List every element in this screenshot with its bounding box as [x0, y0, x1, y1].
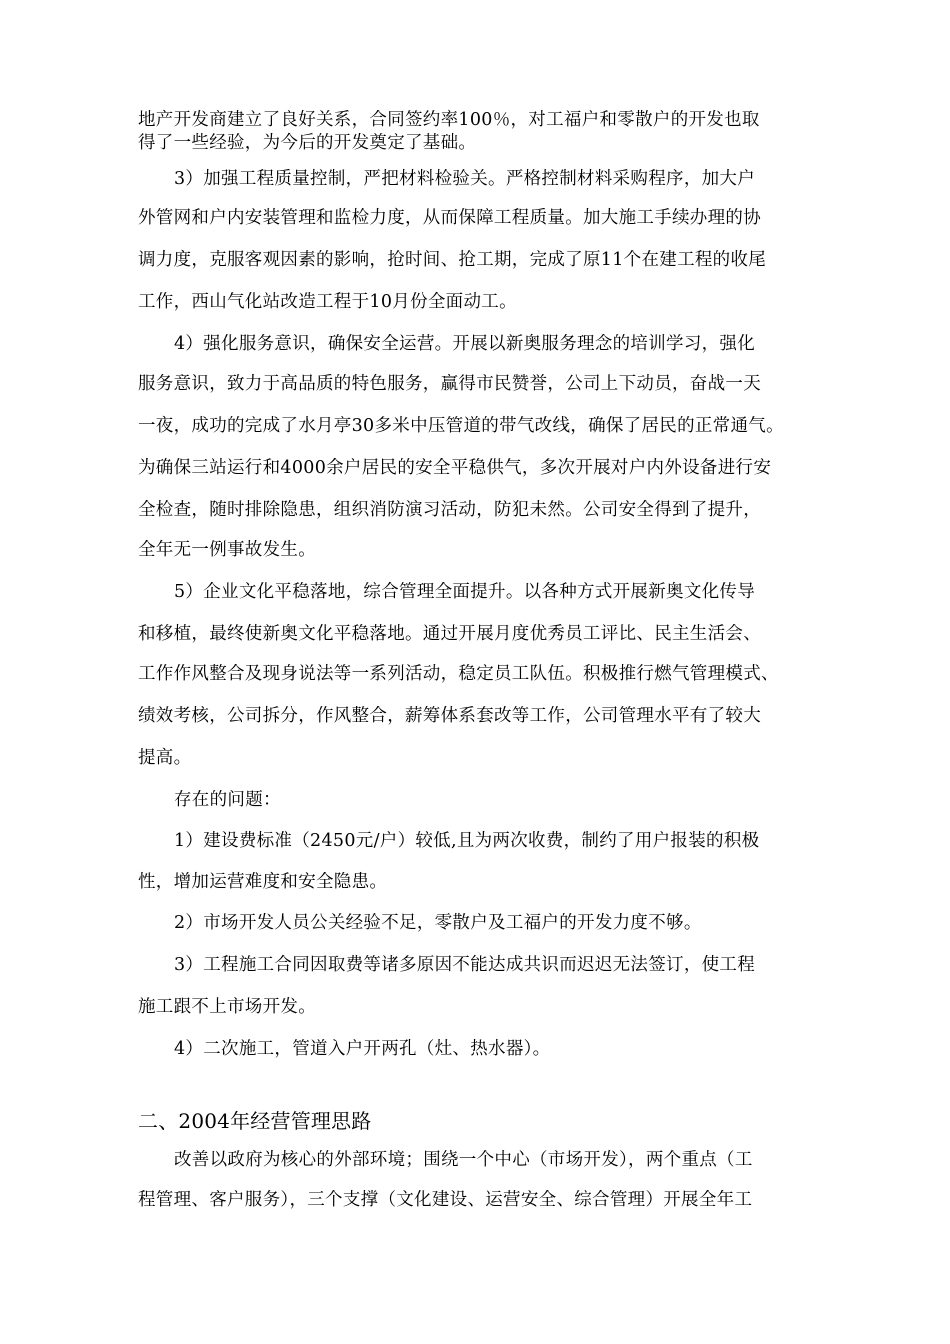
- paragraph-line: 施工跟不上市场开发。: [138, 997, 316, 1017]
- paragraph-line: 程管理、客户服务），三个支撑（文化建设、运营安全、综合管理）开展全年工: [138, 1190, 753, 1210]
- paragraph-line: 服务意识，致力于高品质的特色服务，赢得市民赞誉，公司上下动员，奋战一天: [138, 374, 761, 394]
- paragraph-line: 5）企业文化平稳落地，综合管理全面提升。以各种方式开展新奥文化传导: [174, 582, 756, 602]
- paragraph-line: 3）工程施工合同因取费等诸多原因不能达成共识而迟迟无法签订，使工程: [174, 955, 756, 975]
- paragraph-line: 4）强化服务意识，确保安全运营。开展以新奥服务理念的培训学习，强化: [174, 334, 756, 354]
- section-heading: 二、2004年经营管理思路: [138, 1109, 372, 1133]
- paragraph-line: 全检查，随时排除隐患，组织消防演习活动，防犯未然。公司安全得到了提升，: [138, 500, 761, 520]
- paragraph-line: 地产开发商建立了良好关系，合同签约率100％，对工福户和零散户的开发也取: [138, 110, 760, 130]
- paragraph-line: 工作作风整合及现身说法等一系列活动，稳定员工队伍。积极推行燃气管理模式、: [138, 664, 779, 684]
- paragraph-line: 1）建设费标准（2450元/户）较低,且为两次收费，制约了用户报装的积极: [174, 831, 760, 851]
- paragraph-line: 3）加强工程质量控制，严把材料检验关。严格控制材料采购程序，加大户: [174, 169, 756, 189]
- paragraph-line: 性，增加运营难度和安全隐患。: [138, 872, 388, 892]
- paragraph-line: 4）二次施工，管道入户开两孔（灶、热水器）。: [174, 1039, 551, 1059]
- paragraph-line: 为确保三站运行和4000余户居民的安全平稳供气，多次开展对户内外设备进行安: [138, 458, 772, 478]
- paragraph-line: 提高。: [138, 748, 192, 768]
- paragraph-line: 2）市场开发人员公关经验不足，零散户及工福户的开发力度不够。: [174, 913, 702, 933]
- paragraph-line: 和移植，最终使新奥文化平稳落地。通过开展月度优秀员工评比、民主生活会、: [138, 624, 761, 644]
- paragraph-line: 一夜，成功的完成了水月亭30多米中压管道的带气改线，确保了居民的正常通气。: [138, 416, 784, 436]
- section-label: 存在的问题：: [174, 790, 281, 810]
- paragraph-line: 全年无一例事故发生。: [138, 540, 316, 560]
- paragraph-line: 绩效考核，公司拆分，作风整合，薪筹体系套改等工作，公司管理水平有了较大: [138, 706, 761, 726]
- paragraph-line: 改善以政府为核心的外部环境；围绕一个中心（市场开发），两个重点（工: [174, 1150, 753, 1170]
- paragraph-line: 得了一些经验，为今后的开发奠定了基础。: [138, 133, 477, 153]
- paragraph-line: 调力度，克服客观因素的影响，抢时间、抢工期，完成了原11个在建工程的收尾: [138, 250, 767, 270]
- paragraph-line: 工作，西山气化站改造工程于10月份全面动工。: [138, 292, 517, 312]
- paragraph-line: 外管网和户内安装管理和监检力度，从而保障工程质量。加大施工手续办理的协: [138, 208, 761, 228]
